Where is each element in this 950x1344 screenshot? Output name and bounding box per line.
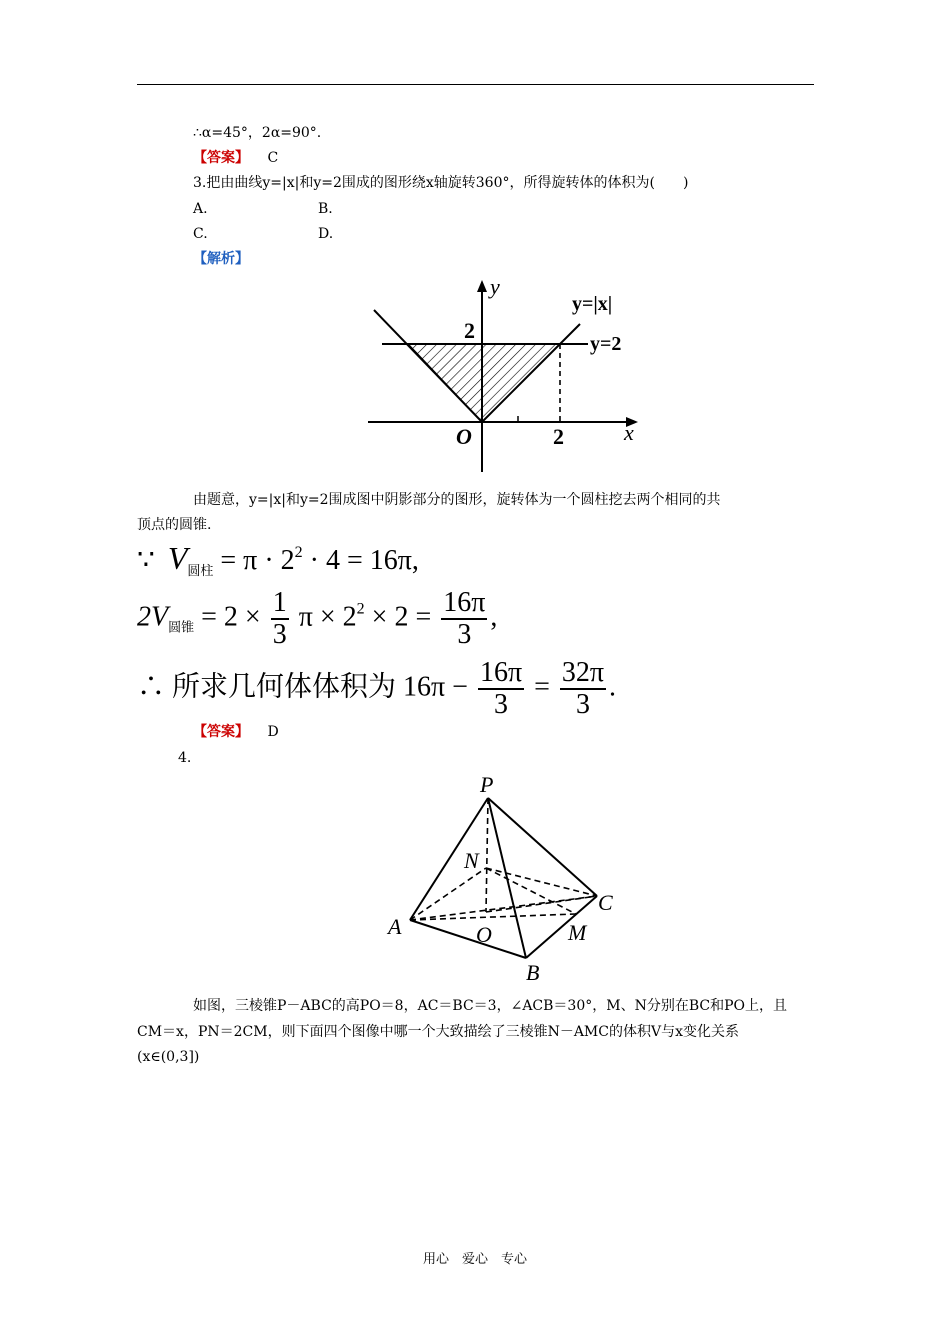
origin-label: O (456, 424, 472, 449)
formula-exp: 2 (294, 544, 303, 561)
formula-result-eq: = (534, 671, 550, 703)
option-a: A. (193, 201, 208, 217)
formula-eq1: = 2 × (201, 601, 261, 633)
frac-num: 16π (443, 587, 486, 618)
shaded-region (408, 344, 560, 422)
curve-label: y=|x| (572, 293, 613, 315)
formula-sub-cylinder: 圆柱 (187, 564, 214, 579)
question-4-text-1: 如图，三棱锥P－ABC的高PO＝8，AC＝BC＝3，∠ACB＝30°，M、N分别在BC和PO上，且 (193, 998, 787, 1014)
frac-num: 32π (561, 657, 605, 688)
formula-result-lead: ∴ 所求几何体体积为 16π − (137, 671, 468, 703)
fraction-16pi-3 (441, 588, 487, 650)
question-4-text-3: (x∈(0,3]) (137, 1049, 200, 1065)
answer-line-2 (193, 148, 278, 168)
formula-cone (137, 588, 497, 650)
answer-value: D (267, 724, 279, 740)
frac-num: 16π (479, 657, 523, 688)
formula-result (137, 658, 616, 720)
formula-tail: × 2 = (364, 601, 432, 633)
question-3: 3.把由曲线y=|x|和y=2围成的图形绕x轴旋转360°，所得旋转体的体积为( ) (193, 175, 689, 191)
option-d: D. (318, 226, 334, 242)
frac-den: 3 (272, 619, 287, 650)
question-4-text-2: CM＝x，PN＝2CM，则下面四个图像中哪一个大致描绘了三棱锥N－AMC的体积V与x变化关系 (137, 1024, 739, 1040)
option-c: C. (193, 226, 208, 242)
point-O-label: O (476, 922, 492, 947)
pyramid-figure (380, 770, 630, 985)
explain-line-2: 顶点的圆锥. (137, 517, 212, 533)
edge-PC (488, 798, 597, 896)
vertex-P-label: P (480, 772, 494, 797)
x-axis-label: x (624, 420, 634, 445)
page-footer: 用心 爱心 专心 (422, 1252, 527, 1267)
answer-label: 【答案】 (193, 724, 249, 740)
formula-lead: 2V (137, 601, 169, 633)
y-tick-label: 2 (464, 318, 475, 343)
fraction-32pi-3 (560, 658, 606, 720)
answer-line-3 (193, 722, 279, 742)
frac-num: 1 (272, 587, 287, 618)
abs-graph-figure (360, 272, 650, 477)
fraction-one-third (271, 588, 289, 650)
vertex-C-label: C (598, 890, 613, 915)
question-4-number: 4. (178, 750, 192, 766)
line-NM (486, 868, 576, 914)
edge-AB (410, 920, 526, 958)
y-axis-arrow (477, 280, 487, 292)
x-tick-label: 2 (553, 424, 564, 449)
answer-label: 【答案】 (193, 150, 249, 166)
answer-value: C (267, 150, 279, 166)
formula-exp2: 2 (356, 600, 365, 618)
formula-result-dot: . (609, 671, 617, 703)
analysis-label (193, 249, 249, 269)
header-rule (137, 84, 814, 85)
vertex-A-label: A (388, 914, 402, 939)
height-PO (486, 798, 488, 912)
fraction-16pi-3b (478, 658, 524, 720)
formula-sub-cone: 圆锥 (168, 620, 195, 636)
option-b: B. (318, 201, 333, 217)
vertex-B-label: B (526, 960, 540, 985)
formula-v: V (167, 540, 188, 576)
because-symbol: ∵ (137, 545, 155, 576)
explain-line-1: 由题意，y=|x|和y=2围成图中阴影部分的图形，旋转体为一个圆柱挖去两个相同的共 (193, 492, 721, 508)
formula-eq: = π · 2 (220, 545, 295, 576)
point-M-label: M (568, 920, 587, 945)
formula-mid: π × 2 (298, 601, 357, 633)
formula-cylinder (137, 540, 419, 579)
formula-rest: · 4 = 16π, (302, 545, 419, 576)
frac-den: 3 (494, 689, 508, 720)
point-N-label: N (464, 848, 479, 873)
text-line-alpha: ∴α=45°，2α=90°. (193, 125, 322, 141)
line-label: y=2 (590, 333, 622, 355)
frac-den: 3 (575, 689, 590, 720)
y-axis-label: y (490, 274, 500, 299)
formula-comma: , (490, 601, 498, 633)
analysis-label-text: 【解析】 (193, 251, 249, 267)
frac-den: 3 (457, 619, 472, 650)
